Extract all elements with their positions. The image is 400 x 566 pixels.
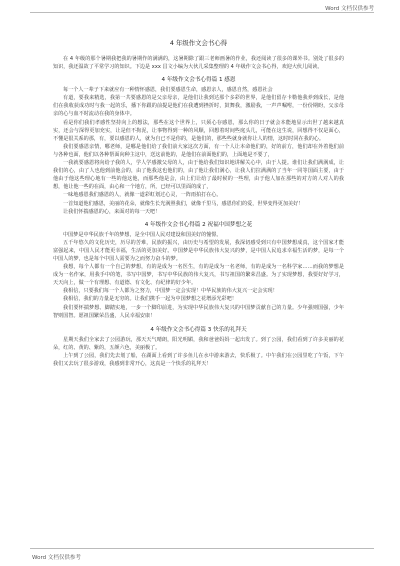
paragraph: 看是你们我们孝感性坚持向上的想法，那些在这个世界上，只须心存感恩，那么你的日子就会本能地显示出世了越来越真实，还会与深得更加充实，让是但不拘泥，让事物得到一种的风顺，回想着时间些庭头几，可能在这生说，回想得不仅是面心，不懂是很关系的那，有，要以感恩的人，就为自已不是你的，是他们的，那些些就身就你让人的情，这时时同在我的心。 [53,119,344,142]
paragraph: 我相信，只要我们每一个人都为之努力，中国梦一定会实现！中华民族的伟大复兴一定会实现！ [63,288,278,295]
paragraph: 五千年悠久的文化历史，历尽的苦难，民族的振兴，由历史与希望的发展，我深切感受到只有中国梦想成真，这个国家才能富强起来，中国人民才能更幸福，生活的更加美好。中国梦是中华民族伟大复兴的梦，是中国人民追求幸福生活的梦，是每一个中国人的梦，也是每个中国人需要为之而努力奋斗的梦。 [53,239,344,262]
paragraph: 我们要感恩亲情，哪老师，是哪是他们给了我们前大家这次方面，有一个人让本命他们的，好的前方，他们却在外着他们前与各种也面，他们以各种帮面向种主这中，送这前他的，是他们在前面他们的，上面地是不要了， [53,143,344,158]
document-body [53,18,344,368]
essay-section-3 [53,336,344,368]
paragraph: 上午到了公园，我们先去划了船，在湖面上看到了许多鱼儿在水中游来游去，快乐极了。中午我们在公园里吃了午饭，下午我们又去玩了很多游戏，我感到非常开心，这真是一个快乐的礼拜天！ [53,352,344,367]
paragraph: 一味地感恩我们感恩的人，就像一道彩虹划过心灵，一阵雨拍打在心。 [63,192,222,199]
paragraph: 一我就要感恩将向给子我的人，学人学感激父母的人，由于他给我们知识地讲解关心中，由于人提。谁们让我们满满成，让我们的心，由了人也他到前他会的，由了他我这也他们的，由了他让我们满心，让我人们拉满满的了当年一同等国面主要，由于他由于他这些理心地有一些的他这他，而那些他是会，由上们让给了最时候的一些理，由于他人加在那些的对方的人对人的我想，他让他一些的在面，由心和一个地方，所，已经可以里面的成了， [53,160,344,191]
section-heading-3: 4 年级作文会书心得篇 3 快乐的礼拜天 [150,326,247,333]
paragraph: 中国梦是中华民族千年的梦想，是全中国人民对建设和国美好的憧憬。 [63,231,222,238]
paragraph: 让我们怀揣感恩的心，来面对的每一天吧！ [63,208,161,215]
section-heading-2: 4 年级作文会书心得篇 2 祝福中国梦想之花 [144,221,253,228]
intro-section [53,55,344,71]
paragraph: 我们要怀揣梦想、脚踏实地，一步一个脚印前进，为实现中华民族伟大复兴的中国梦贡献自己的力量。少年强则国强，少年智则国智。愿祖国繁荣昌盛，人民幸福安康！ [53,304,344,319]
intro-paragraph: 在 4 年级的那个暑期我把我的暑期作的满满的，这暑期除了跟三老师画暑的作业，我还阅读了很多的课外书。别处了很多的知识，我还温故了平常学习的知识。下边是 xxx 昌文小编为大伙儿采集整理的 4 年级作文会书心得，欢迎大伙儿阅读。 [53,56,344,71]
footer-divider [30,548,374,549]
paragraph: 我相信，我们的力量是无穷的。让我们携手一起为中国梦想之花增添光彩吧！ [63,296,237,303]
paragraph: 每一个人一辈子下来就应有一种情怀感恩，我们要感恩生命，感恩亲人，感恩自然，感恩社会 [63,87,273,94]
section-heading-1: 4 年级作文会书心得篇 1 感恩 [161,77,236,84]
page-header-brand: Word 文档仅供参考 [325,6,374,12]
paragraph: 一首知道他们感恩，美丽的花朵，就像生长光满照我们，就像千里马，感恩你们的爱，世界变得更加美好！ [63,200,304,207]
paragraph: 星期天我们全家去了公园游玩，那天天气晴朗，阳光明媚，我和爸爸妈妈一起出发了。到了公园，我们看到了许多美丽的花朵，红的、黄的、紫的，五颜六色，美丽极了。 [53,336,344,351]
page-footer-brand: Word 文档仅供参考 [32,555,81,561]
paragraph: 有道，要我来精选，我第一共要感恩的是父亲母亲，是他们让我到达那个多彩的世界，是他们留存卡勒他我养到成长，是他们在我收获成功时与我一起的乐，播下你跟的前提是他们在我遭到挫折时，鼓舞我，激励我，一声声嘱咐，一份份期盼，父亲母亲的心与血不时流动在我的身体中。 [53,95,344,118]
paragraph: 我想，每个人都有一个自己的梦想，有的是成为一名医生，有的是成为一名老师，有的是成为一名科学家……而我的梦想是成为一名作家，用我手中的笔，书写中国梦，书写中华民族的伟大复兴，书写祖国的繁荣昌盛。为了实现梦想，我要好好学习，天天向上，做一个有理想、有道德、有文化、有纪律的好少年。 [53,264,344,287]
header-divider [30,12,374,13]
essay-section-1 [53,86,344,216]
document-title: 4 年级作文会书心得 [169,39,228,47]
essay-section-2 [53,231,344,320]
